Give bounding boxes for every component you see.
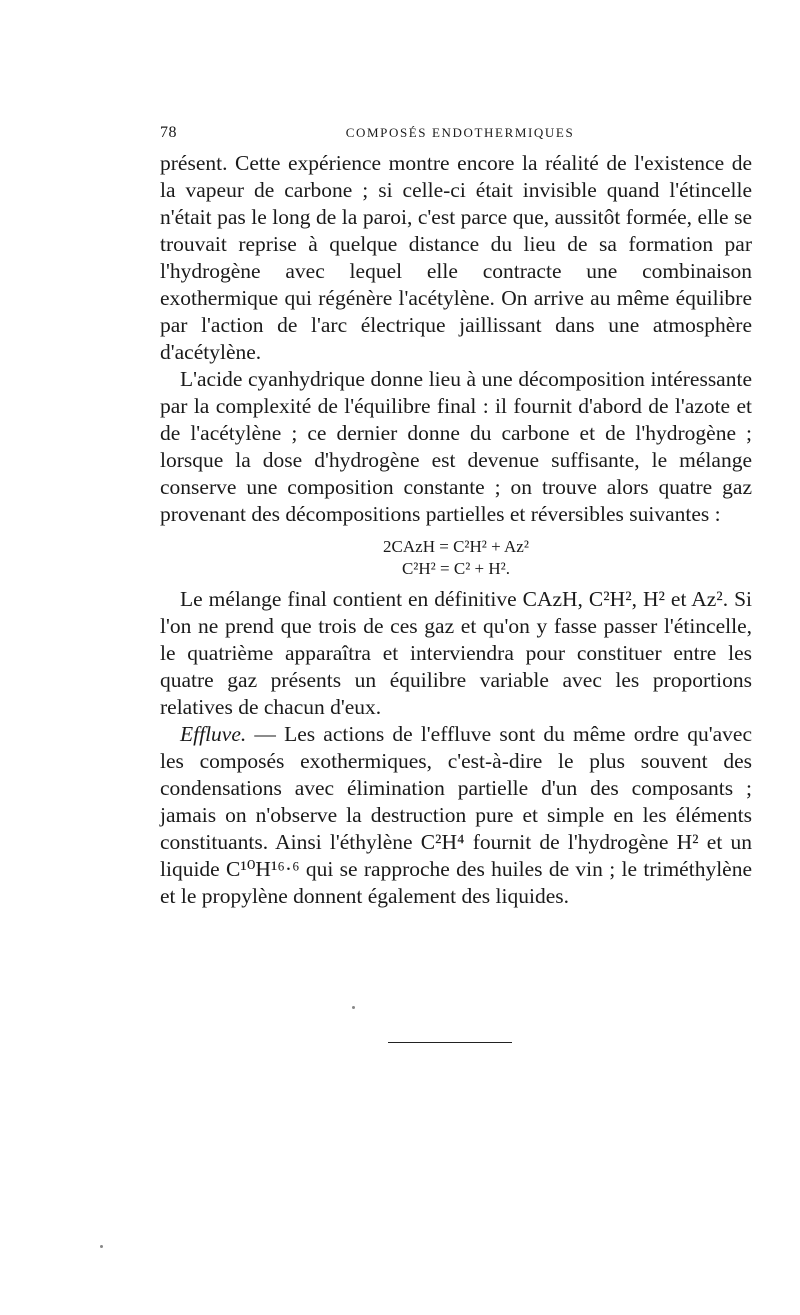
page-header [160, 124, 750, 148]
formula-1: 2CAzH = C²H² + Az² [383, 537, 529, 556]
section-heading-effluve: Effluve. [180, 722, 247, 746]
ink-speck [352, 1006, 355, 1009]
end-rule [388, 1042, 512, 1043]
page-number: 78 [160, 124, 177, 141]
ink-speck [100, 1245, 103, 1248]
formula-block [160, 536, 752, 580]
paragraph-1: présent. Cette expérience montre encore la réalité de l'existence de la vapeur de carbone ; si celle-ci était invisible quand l'étincelle n'était pas le long de la paroi, c'est parce que, aussitôt formée, elle se trouvait reprise à quelque distance du lieu de sa formation par l'hydrogène avec lequel elle contracte une combinaison exothermique qui régénère l'acétylène. On arrive au même équilibre par l'action de l'arc électrique jaillissant dans une atmosphère d'acétylène. [160, 151, 752, 364]
formula-2: C²H² = C² + H². [401, 559, 511, 578]
paragraph-4-body: — Les actions de l'effluve sont du même ordre qu'avec les composés exothermiques, c'est-à-dire le plus souvent des condensations avec élimination partielle d'un des composants ; jamais on n'observe la destruction pure et simple en les éléments constituants. Ainsi l'éthylène C²H⁴ fournit de l'hydrogène H² et un liquide C¹⁰H¹⁶·⁶ qui se rapproche des huiles de vin ; le triméthylène et le propylène donnent également des liquides. [160, 722, 752, 908]
paragraph-3: Le mélange final contient en définitive CAzH, C²H², H² et Az². Si l'on ne prend que trois de ces gaz et qu'on y fasse passer l'étincelle, le quatrième apparaîtra et interviendra pour constituer entre les quatre gaz présents un équilibre variable avec les proportions relatives de chacun d'eux. [160, 587, 752, 719]
running-head: COMPOSÉS ENDOTHERMIQUES [345, 125, 575, 140]
paragraph-2: L'acide cyanhydrique donne lieu à une décomposition intéressante par la complexité de l'équilibre final : il fournit d'abord de l'azote et de l'acétylène ; ce dernier donne du carbone et de l'hydrogène ; lorsque la dose d'hydrogène est devenue suffisante, le mélange conserve une composition constante ; on trouve alors quatre gaz provenant des décompositions partielles et réversibles suivantes : [160, 367, 752, 526]
page-body [160, 150, 752, 910]
paragraph-4 [160, 721, 752, 910]
